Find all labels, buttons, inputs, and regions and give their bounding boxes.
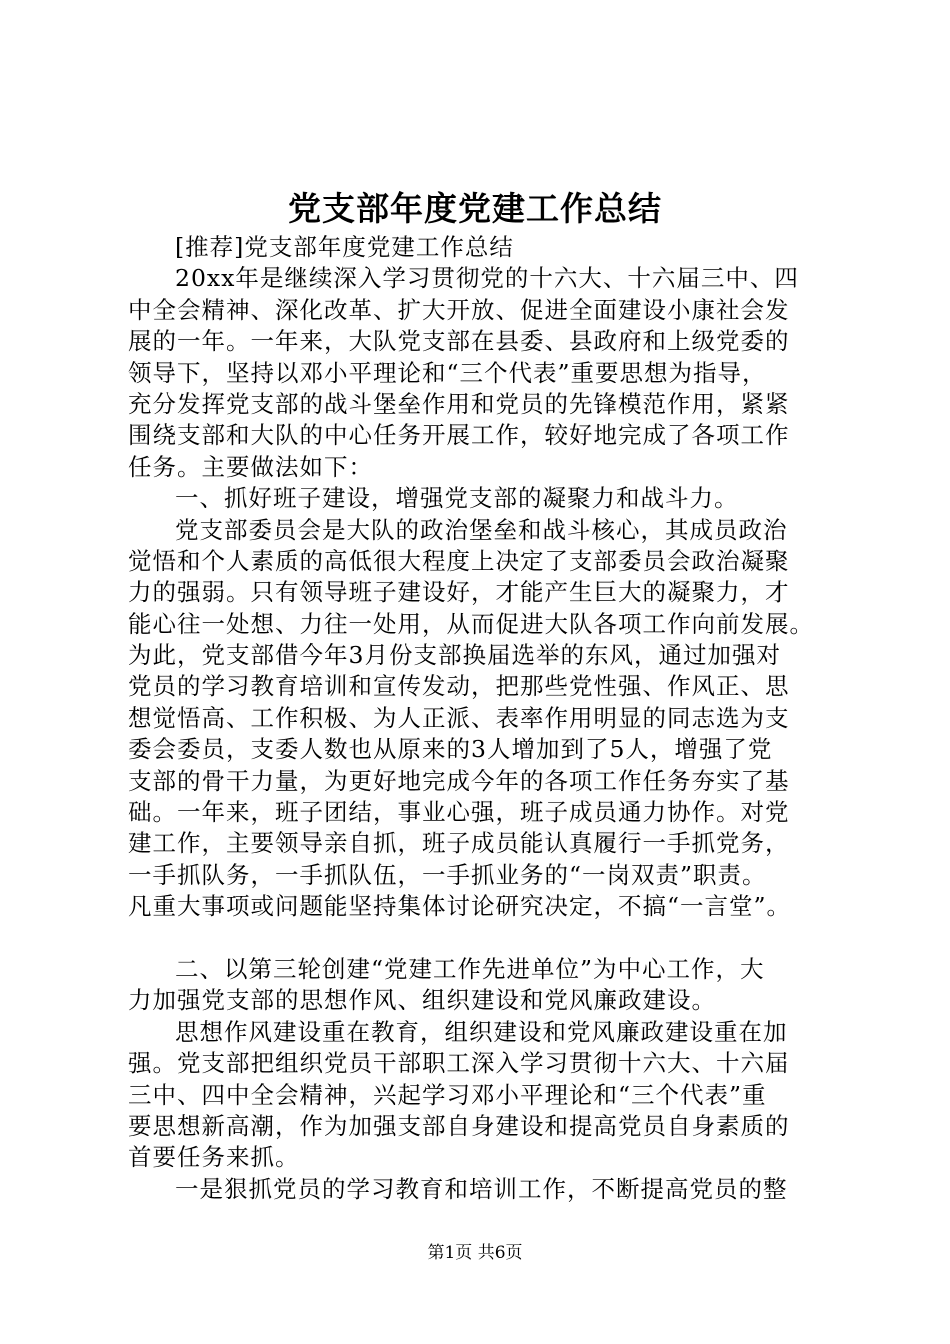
section-heading: 力加强党支部的思想作风、组织建设和党风廉政建设。	[128, 986, 716, 1015]
paragraph-line: 凡重大事项或问题能坚持集体讨论研究决定，不搞“一言堂”。	[128, 892, 792, 921]
section-heading: 二、以第三轮创建“党建工作先进单位”为中心工作，大	[175, 954, 765, 983]
paragraph-line: 思想作风建设重在教育，组织建设和党风廉政建设重在加	[175, 1017, 788, 1046]
paragraph-line: 围绕支部和大队的中心任务开展工作，较好地完成了各项工作	[128, 421, 790, 450]
document-title: 党支部年度党建工作总结	[288, 189, 662, 228]
paragraph-line: 一手抓队务，一手抓队伍，一手抓业务的“一岗双责”职责。	[128, 860, 767, 889]
paragraph-line: 任务。主要做法如下：	[128, 452, 373, 481]
paragraph-line: 强。党支部把组织党员干部职工深入学习贯彻十六大、十六届	[128, 1049, 790, 1078]
paragraph-line: 支部的骨干力量，为更好地完成今年的各项工作任务夯实了基	[128, 766, 790, 795]
paragraph-gap	[128, 923, 838, 954]
paragraph-line: 三中、四中全会精神，兴起学习邓小平理论和“三个代表”重	[128, 1080, 767, 1109]
subtitle-line: [推荐]党支部年度党建工作总结	[175, 233, 514, 261]
paragraph-line: 中全会精神、深化改革、扩大开放、促进全面建设小康社会发	[128, 295, 790, 324]
paragraph-line: 要思想新高潮，作为加强支部自身建设和提高党员自身素质的	[128, 1111, 790, 1140]
paragraph-line: 础。一年来，班子团结，事业心强，班子成员通力协作。对党	[128, 798, 790, 827]
paragraph-line: 为此，党支部借今年3月份支部换届选举的东风，通过加强对	[128, 641, 781, 670]
paragraph-line: 建工作，主要领导亲自抓，班子成员能认真履行一手抓党务，	[128, 829, 790, 858]
paragraph-line: 党支部委员会是大队的政治堡垒和战斗核心，其成员政治	[175, 515, 788, 544]
section-heading: 一、抓好班子建设，增强党支部的凝聚力和战斗力。	[175, 484, 739, 513]
paragraph-line: 委会委员，支委人数也从原来的3人增加到了5人，增强了党	[128, 735, 773, 764]
paragraph-line: 一是狠抓党员的学习教育和培训工作，不断提高党员的整	[175, 1174, 788, 1203]
page-number: 第1页 共6页	[427, 1243, 523, 1263]
paragraph-line: 党员的学习教育培训和宣传发动，把那些党性强、作风正、思	[128, 672, 790, 701]
paragraph-line: 20xx年是继续深入学习贯彻党的十六大、十六届三中、四	[175, 264, 799, 293]
paragraph-line: 展的一年。一年来，大队党支部在县委、县政府和上级党委的	[128, 327, 790, 356]
paragraph-line: 充分发挥党支部的战斗堡垒作用和党员的先锋模范作用，紧紧	[128, 389, 790, 418]
paragraph-line: 能心往一处想、力往一处用，从而促进大队各项工作向前发展。	[128, 609, 814, 638]
paragraph-line: 首要任务来抓。	[128, 1143, 300, 1172]
document-body	[128, 232, 838, 1205]
paragraph-line: 领导下，坚持以邓小平理论和“三个代表”重要思想为指导，	[128, 358, 767, 387]
paragraph-line: 觉悟和个人素质的高低很大程度上决定了支部委员会政治凝聚	[128, 546, 790, 575]
paragraph-line: 力的强弱。只有领导班子建设好，才能产生巨大的凝聚力，才	[128, 578, 790, 607]
paragraph-line: 想觉悟高、工作积极、为人正派、表率作用明显的同志选为支	[128, 703, 790, 732]
